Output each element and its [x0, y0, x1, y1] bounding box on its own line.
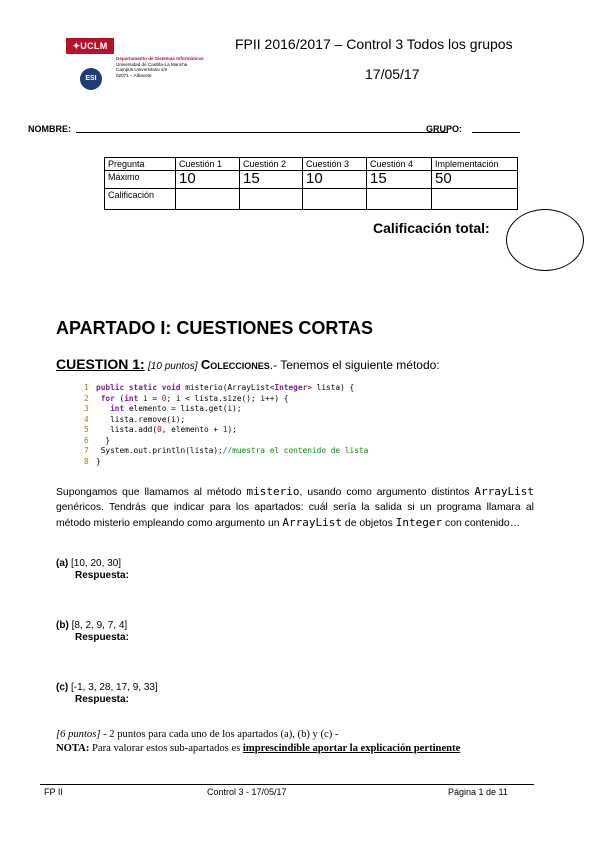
code-token	[96, 404, 110, 413]
grade-table	[104, 157, 518, 210]
code-token: (	[119, 393, 125, 403]
grade-cell[interactable]	[303, 189, 367, 210]
sub-question-c	[56, 682, 158, 706]
code-token: ArrayList	[282, 516, 343, 529]
code-line	[84, 394, 368, 405]
sub-question-value: [10, 20, 30]	[71, 558, 122, 569]
line-number: 3	[84, 404, 89, 413]
code-token: public static void	[96, 383, 186, 392]
code-token: i =	[142, 393, 162, 403]
table-max-row	[105, 171, 518, 189]
table-header-cell: Pregunta	[105, 158, 176, 171]
code-token: //muestra el contenido de lista	[222, 446, 369, 455]
code-token: Integer	[274, 383, 308, 392]
points-note	[56, 729, 338, 740]
name-group-row	[28, 124, 528, 138]
max-score-cell: 10	[176, 171, 240, 189]
code-token: lista.add(	[96, 425, 158, 434]
exam-date: 17/05/17	[365, 66, 420, 82]
max-row-label: Máximo	[105, 171, 176, 189]
code-token: );	[227, 425, 237, 434]
line-number: 7	[84, 446, 89, 455]
desc-text: genéricos. Tendrás que indicar para los apartados: cuál sería la salida si un programa llamara al método misterio empleando como argumento un	[56, 502, 534, 529]
code-line	[84, 457, 368, 468]
desc-text: de objetos	[342, 518, 396, 529]
max-score-cell: 50	[432, 171, 518, 189]
total-grade-label: Calificación total:	[373, 220, 490, 236]
code-token: 1	[222, 425, 228, 434]
question-1-header	[56, 356, 440, 372]
footer-divider	[40, 784, 534, 785]
question-1-intro: .- Tenemos el siguiente método:	[269, 358, 440, 372]
line-number: 1	[84, 383, 89, 392]
code-token: ; i < lista.size(); i++) {	[166, 393, 289, 403]
code-token: for	[100, 393, 120, 403]
department-address	[116, 56, 204, 78]
question-1-points: [10 puntos]	[148, 361, 198, 372]
nota-text: Para valorar estos sub-apartados es	[89, 743, 243, 754]
table-header-row	[105, 158, 518, 171]
line-number: 4	[84, 414, 89, 424]
code-line	[84, 446, 368, 457]
code-token: misterio(ArrayList<	[185, 383, 275, 392]
code-token: int	[110, 404, 129, 413]
points-note-text: - 2 puntos para cada uno de los apartados (a), (b) y (c) -	[100, 729, 339, 740]
header-logos	[66, 38, 236, 90]
max-score-cell: 15	[367, 171, 432, 189]
desc-text: Supongamos que llamamos al método	[56, 487, 247, 498]
esi-logo: ESI	[80, 68, 102, 90]
answer-label: Respuesta:	[75, 632, 129, 643]
desc-text: , usando como argumento distintos	[299, 487, 475, 498]
sub-question-letter: (b)	[56, 620, 69, 631]
table-header-cell: Cuestión 1	[176, 158, 240, 171]
footer-course: FP II	[44, 787, 63, 797]
grade-cell[interactable]	[367, 189, 432, 210]
code-token: int	[124, 393, 143, 403]
group-field-line[interactable]	[472, 132, 520, 133]
grade-cell[interactable]	[176, 189, 240, 210]
nota-label: NOTA:	[56, 743, 90, 754]
line-number: 8	[84, 456, 89, 466]
code-line	[84, 404, 368, 415]
line-number: 5	[84, 425, 89, 434]
answer-label: Respuesta:	[75, 694, 129, 705]
table-header-cell: Cuestión 2	[240, 158, 303, 171]
code-listing	[84, 383, 368, 467]
code-token: System.out.println(lista);	[96, 446, 223, 455]
line-number: 6	[84, 435, 89, 445]
code-line	[84, 425, 368, 436]
sub-question-letter: (a)	[56, 558, 69, 569]
code-token: , elemento +	[161, 425, 223, 434]
sub-question-value: [-1, 3, 28, 17, 9, 33]	[71, 682, 158, 693]
nota-line	[56, 743, 534, 754]
sub-question-value: [8, 2, 9, 7, 4]	[71, 620, 128, 631]
department-line: 02071 – Albacete	[116, 72, 152, 78]
sub-question-a	[56, 558, 129, 582]
grade-row-label: Calificación	[105, 189, 176, 210]
name-field-line[interactable]	[76, 132, 448, 133]
desc-text: con contenido…	[442, 518, 521, 529]
code-token: 0	[161, 393, 167, 403]
question-1-topic: Colecciones	[200, 357, 270, 372]
question-1-title: CUESTION 1:	[56, 356, 145, 372]
total-grade-circle[interactable]	[506, 209, 584, 271]
uclm-logo: ✦UCLM	[66, 38, 114, 54]
department-line: Universidad de Castilla-La Mancha	[116, 61, 188, 67]
footer-page-number: Página 1 de 11	[448, 787, 508, 797]
group-label: GRUPO:	[426, 124, 462, 134]
code-token: Integer	[395, 516, 443, 529]
footer-control: Control 3 - 17/05/17	[207, 787, 287, 797]
code-line	[84, 383, 368, 394]
table-header-cell: Implementación	[432, 158, 518, 171]
sub-question-b	[56, 620, 129, 644]
grade-cell[interactable]	[240, 189, 303, 210]
code-token: ArrayList	[474, 485, 534, 498]
table-header-cell: Cuestión 4	[367, 158, 432, 171]
department-line: Campus Universitario s/n	[116, 67, 168, 73]
code-token: elemento = lista.get(i);	[128, 404, 242, 413]
nota-emphasis: imprescindible aportar la explicación pertinente	[242, 743, 461, 754]
code-line	[84, 436, 368, 447]
answer-label: Respuesta:	[75, 570, 129, 581]
points-note-points: [6 puntos]	[56, 729, 101, 740]
code-token: > lista) {	[307, 383, 355, 392]
section-heading: APARTADO I: CUESTIONES CORTAS	[56, 318, 374, 338]
table-header-cell: Cuestión 3	[303, 158, 367, 171]
code-token: misterio	[246, 485, 300, 498]
code-token: }	[96, 435, 111, 445]
department-line: Departamento de Sistemas Informáticos	[116, 56, 204, 61]
name-label: NOMBRE:	[28, 124, 71, 134]
table-grade-row	[105, 189, 518, 210]
sub-question-letter: (c)	[56, 682, 69, 693]
grade-cell[interactable]	[432, 189, 518, 210]
line-number: 2	[84, 393, 89, 403]
max-score-cell: 10	[303, 171, 367, 189]
exam-title: FPII 2016/2017 – Control 3 Todos los grupos	[235, 36, 513, 52]
code-token: }	[96, 456, 101, 466]
question-1-description	[56, 484, 534, 531]
code-token: lista.remove(i);	[96, 414, 186, 424]
code-line	[84, 415, 368, 426]
code-token: 0	[157, 425, 162, 434]
max-score-cell: 15	[240, 171, 303, 189]
